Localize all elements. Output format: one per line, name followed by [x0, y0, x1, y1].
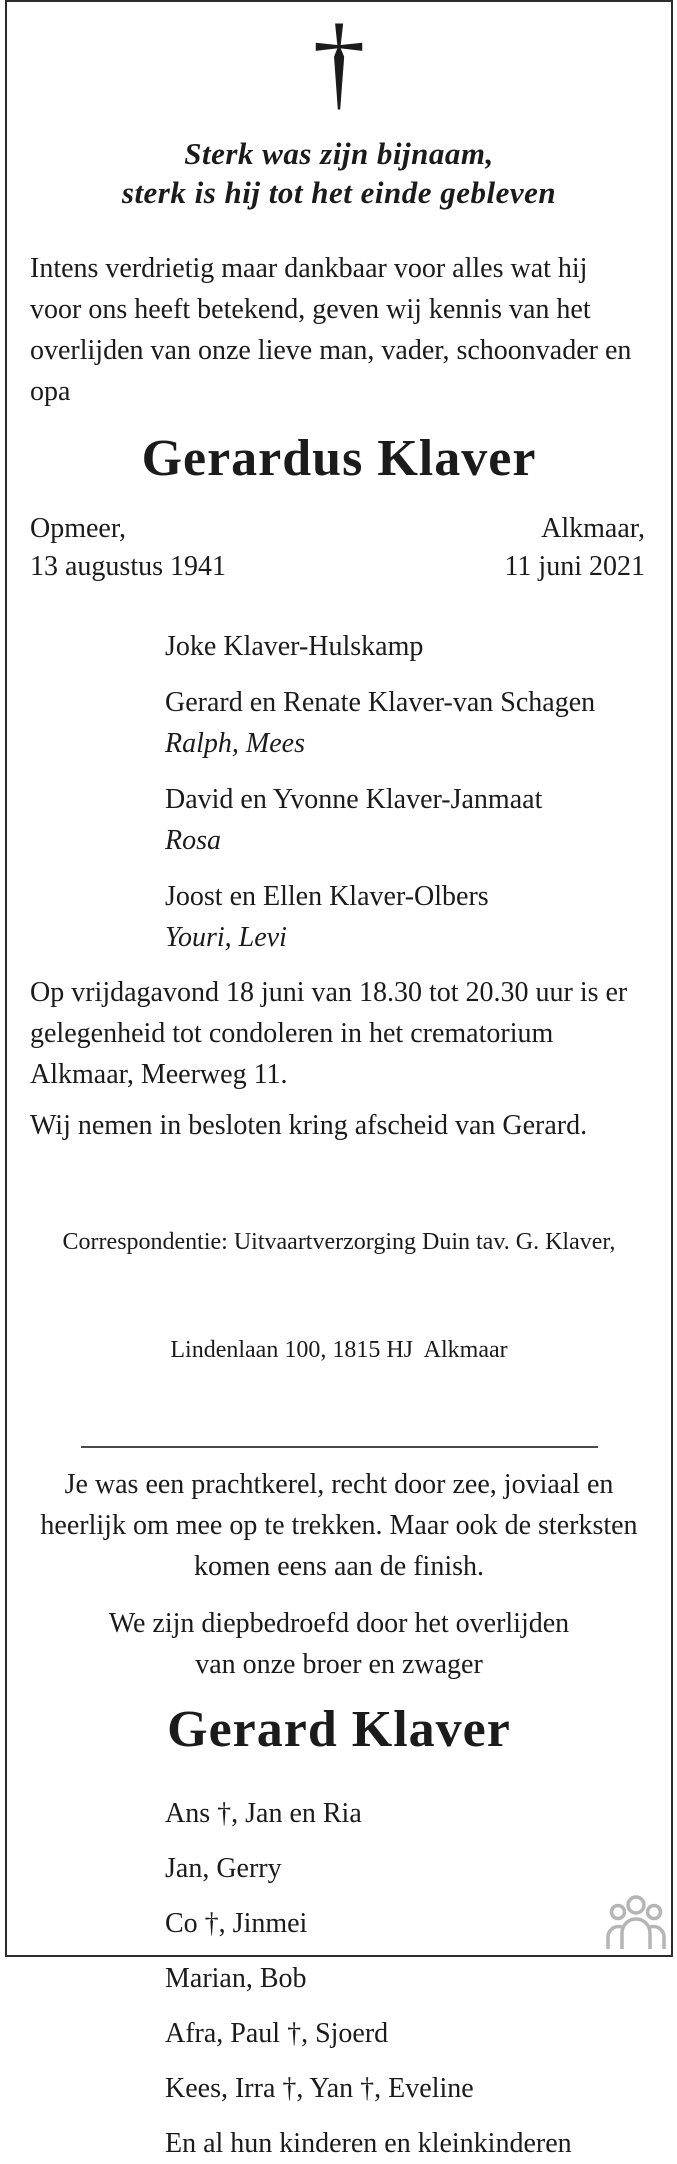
- siblings-list: [7, 1793, 671, 2164]
- family-children: Youri, Levi: [165, 922, 287, 953]
- obituary-card: [5, 0, 673, 2159]
- family-people-icon: [607, 1895, 665, 1954]
- birth-death-dates: [7, 510, 671, 586]
- correspondence-line-1: Correspondentie: Uitvaartverzorging Duin tav. G. Klaver,: [62, 1229, 616, 1255]
- tribute-announcement-line-1: We zijn diepbedroefd door het overlijden: [108, 1608, 570, 1639]
- farewell-note-text: Wij nemen in besloten kring afscheid van Gerard.: [30, 1110, 588, 1141]
- family-group: [165, 876, 671, 958]
- birth-info: [30, 510, 226, 586]
- family-names: Joke Klaver-Hulskamp: [165, 631, 424, 662]
- list-item: Marian, Bob: [165, 1963, 307, 1994]
- family-names: David en Yvonne Klaver-Janmaat: [165, 784, 543, 815]
- section-divider: [81, 1446, 598, 1448]
- condolence-info-text: Op vrijdagavond 18 juni van 18.30 tot 20.30 uur is er gelegenheid tot condoleren in het crematorium Alkmaar, Meerweg 11.: [30, 977, 628, 1090]
- family-children: Ralph, Mees: [165, 728, 305, 759]
- epigraph-line-1: Sterk was zijn bijnaam,: [184, 136, 494, 171]
- death-announcement-text: Intens verdrietig maar dankbaar voor alles wat hij voor ons heeft betekend, geven wij kennis van het overlijden van onze lieve man, vader, schoonvader en opa: [30, 253, 632, 407]
- tribute-quote-text: Je was een prachtkerel, recht door zee, joviaal en heerlijk om mee op te trekken. Maar ook de sterksten komen eens aan de finish.: [40, 1469, 638, 1582]
- tribute-announcement: [7, 1603, 671, 1685]
- list-item: Afra, Paul †, Sjoerd: [165, 2018, 389, 2049]
- list-item: Kees, Irra †, Yan †, Eveline: [165, 2073, 474, 2104]
- cross-icon: †: [312, 3, 366, 120]
- family-children: Rosa: [165, 825, 221, 856]
- family-group: [165, 682, 671, 764]
- list-item: Ans †, Jan en Ria: [165, 1798, 362, 1829]
- list-item: Co †, Jinmei: [165, 1908, 308, 1939]
- birth-place: Opmeer,: [30, 513, 127, 544]
- family-names: Gerard en Renate Klaver-van Schagen: [165, 687, 596, 718]
- deceased-name-heading: Gerardus Klaver: [141, 430, 537, 487]
- list-item: Jan, Gerry: [165, 1853, 282, 1884]
- family-names: Joost en Ellen Klaver-Olbers: [165, 881, 489, 912]
- epigraph-line-2: sterk is hij tot het einde gebleven: [121, 175, 557, 210]
- family-list: [7, 626, 671, 958]
- death-info: [504, 510, 645, 586]
- death-place: Alkmaar,: [541, 513, 645, 544]
- correspondence-address: [7, 1152, 671, 1440]
- tribute-deceased-name-heading: Gerard Klaver: [167, 1701, 511, 1758]
- epigraph: [7, 134, 671, 212]
- tribute-announcement-line-2: van onze broer en zwager: [195, 1649, 483, 1680]
- family-group: [165, 626, 671, 667]
- correspondence-line-2: Lindenlaan 100, 1815 HJ Alkmaar: [170, 1337, 508, 1363]
- birth-date: 13 augustus 1941: [30, 551, 226, 582]
- death-date: 11 juni 2021: [504, 551, 645, 582]
- family-group: [165, 779, 671, 861]
- list-item: En al hun kinderen en kleinkinderen: [165, 2128, 572, 2159]
